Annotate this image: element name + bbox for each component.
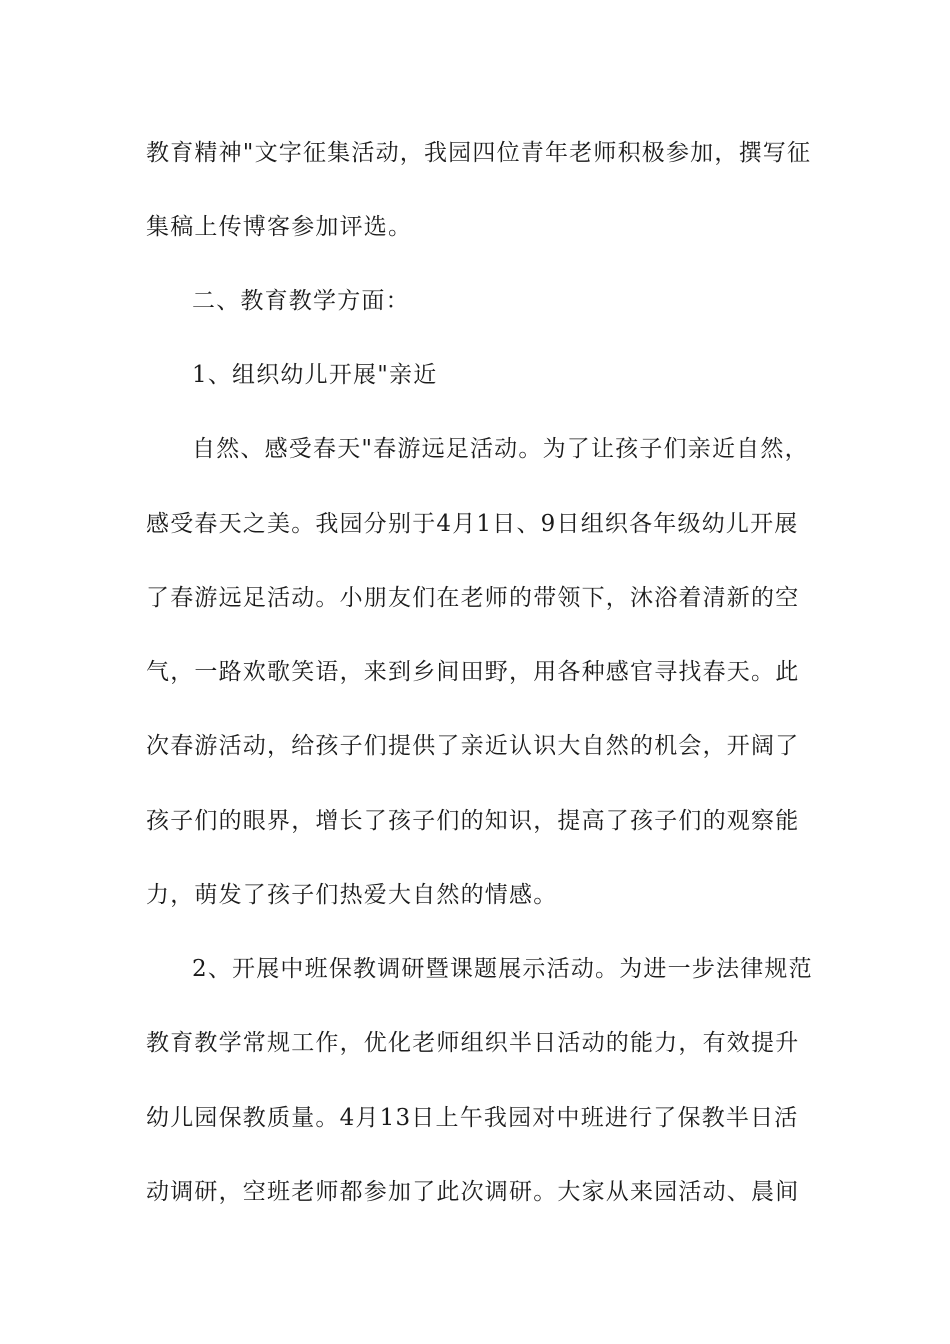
paragraph-line: 孩子们的眼界，增长了孩子们的知识，提高了孩子们的观察能 <box>146 808 800 834</box>
paragraph-line: 幼儿园保教质量。4月13日上午我园对中班进行了保教半日活 <box>146 1105 799 1131</box>
paragraph-line: 自然、感受春天"春游远足活动。为了让孩子们亲近自然， <box>192 436 809 462</box>
paragraph-line: 次春游活动，给孩子们提供了亲近认识大自然的机会，开阔了 <box>146 733 800 759</box>
paragraph-line: 集稿上传博客参加评选。 <box>146 214 413 240</box>
paragraph-line: 了春游远足活动。小朋友们在老师的带领下，沐浴着清新的空 <box>146 585 800 611</box>
paragraph-line: 教育精神"文字征集活动，我园四位青年老师积极参加，撰写征 <box>146 140 812 166</box>
paragraph-line: 教育教学常规工作，优化老师组织半日活动的能力，有效提升 <box>146 1030 800 1056</box>
paragraph-line: 感受春天之美。我园分别于4月1日、9日组织各年级幼儿开展 <box>146 511 799 537</box>
item-heading: 1、组织幼儿开展"亲近 <box>192 362 438 388</box>
paragraph-line: 2、开展中班保教调研暨课题展示活动。为进一步法律规范 <box>192 956 813 982</box>
section-heading: 二、教育教学方面： <box>192 288 410 314</box>
paragraph-line: 动调研，空班老师都参加了此次调研。大家从来园活动、晨间 <box>146 1179 800 1205</box>
paragraph-line: 气，一路欢歌笑语，来到乡间田野，用各种感官寻找春天。此 <box>146 659 800 685</box>
paragraph-line: 力，萌发了孩子们热爱大自然的情感。 <box>146 882 558 908</box>
